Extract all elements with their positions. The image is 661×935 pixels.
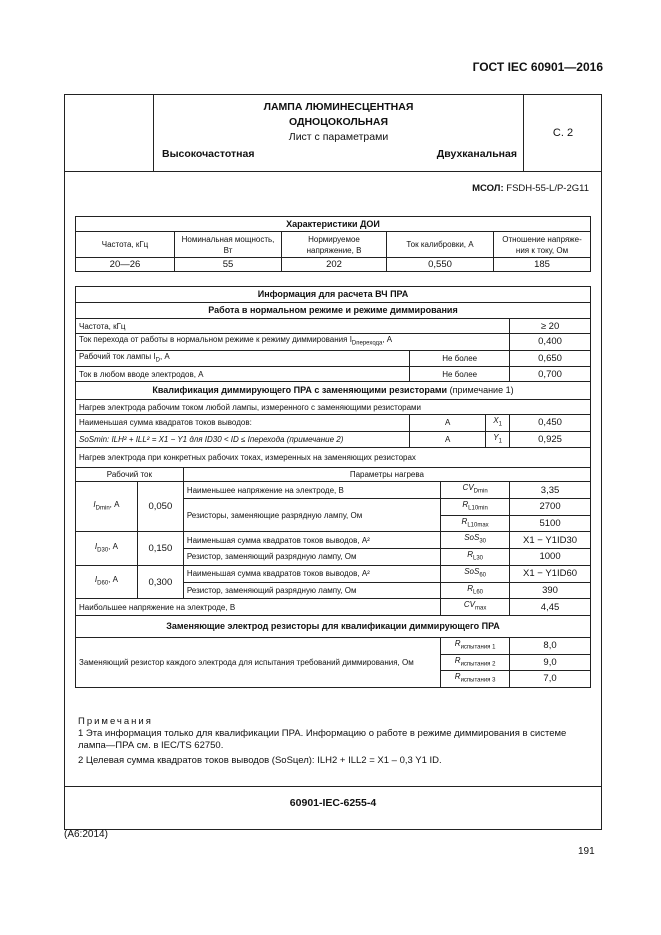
- param-label: Резистор, заменяющий разрядную лампу, Ом: [183, 582, 440, 599]
- param-symbol: $CV_{Dmin}$: [441, 482, 510, 499]
- replace-value: 9,0: [510, 654, 591, 671]
- header-line2: ОДНОЦОКОЛЬНАЯ: [288, 116, 389, 128]
- standard-title: ГОСТ IEC 60901—2016: [472, 60, 603, 74]
- sos-symbol: $Y_1$: [486, 431, 510, 448]
- doi-header: Нормируемое напряжение, В: [282, 232, 387, 258]
- replace-symbol: $R_{испытания 2}$: [441, 654, 510, 671]
- param-symbol: SoS$_{60}$: [441, 565, 510, 582]
- sos-value: 0,450: [510, 415, 591, 432]
- param-label: Наименьшая сумма квадратов токов выводов, А²: [183, 532, 440, 549]
- doi-header: Отношение напряже-ния к току, Ом: [494, 232, 591, 258]
- info-table: [75, 286, 591, 688]
- sheet-header: [65, 95, 601, 172]
- note-1: 1 Эта информация только для квалификации ПРА. Информацию о работе в режиме диммирования в системе лампа—ПРА см. в IEC/TS 62750.: [78, 728, 567, 751]
- sheet-code: 60901-IEC-6255-4: [289, 797, 377, 809]
- info-row-note: Не более: [410, 367, 510, 382]
- sos-unit: А: [410, 431, 486, 448]
- replace-value: 7,0: [510, 671, 591, 688]
- doi-value: 202: [282, 258, 387, 272]
- sos-unit: А: [410, 415, 486, 432]
- info-row-label: Частота, кГц: [76, 319, 510, 334]
- info-row-value: 0,650: [510, 350, 591, 367]
- replace-label: Заменяющий резистор каждого электрода для испытания требований диммирования, Ом: [76, 637, 441, 687]
- info-row-label: Ток перехода от работы в нормальном режиме к режиму диммирования $I_{Dперехода}$, А: [76, 334, 510, 351]
- param-symbol: $R_{L10max}$: [441, 515, 510, 532]
- note-2: 2 Целевая сумма квадратов токов выводов (SoSцел): ILH2 + ILL2 = X1 – 0,3 Y1 ID.: [78, 755, 442, 766]
- header-left-label: Высокочастотная: [162, 148, 255, 160]
- param-label: Наименьшая сумма квадратов токов выводов, А²: [183, 565, 440, 582]
- current-value: 0,150: [137, 532, 183, 566]
- param-value: 3,35: [510, 482, 591, 499]
- param-symbol: $R_{L10min}$: [441, 498, 510, 515]
- param-label: Наименьшее напряжение на электроде, В: [183, 482, 440, 499]
- info-row-value: 0,700: [510, 367, 591, 382]
- sos-formula: SoSmin: ILH² + ILL² = X1 − Y1 для ID30 < ID ≤ Iперехода (примечание 2): [76, 431, 410, 448]
- replace-value: 8,0: [510, 637, 591, 654]
- doi-value: 20—26: [76, 258, 175, 272]
- replace-symbol: $R_{испытания 3}$: [441, 671, 510, 688]
- col-params-header: Параметры нагрева: [183, 468, 590, 482]
- param-value: X1 − Y1ID30: [510, 532, 591, 549]
- param-value: 390: [510, 582, 591, 599]
- param-value: X1 − Y1ID60: [510, 565, 591, 582]
- header-line3: Лист с параметрами: [288, 131, 389, 143]
- replace-symbol: $R_{испытания 1}$: [441, 637, 510, 654]
- doi-header: Номинальная мощность, Вт: [175, 232, 282, 258]
- notes-heading: Примечания: [78, 716, 153, 727]
- header-page: С. 2: [523, 95, 602, 171]
- current-label: $I_{Dmin}$, А: [76, 482, 138, 532]
- doi-table: [75, 216, 591, 272]
- amendment-ref: (A6:2014): [64, 829, 108, 840]
- info-row-label: Ток в любом вводе электродов, А: [76, 367, 410, 382]
- max-voltage-label: Наибольшее напряжение на электроде, В: [76, 599, 441, 616]
- sos-value: 0,925: [510, 431, 591, 448]
- doi-header: Частота, кГц: [76, 232, 175, 258]
- qual-heat1: Нагрев электрода рабочим током любой лампы, измеренного с заменяющими резисторами: [76, 400, 591, 415]
- current-label: $I_{D60}$, А: [76, 565, 138, 599]
- param-symbol: SoS$_{30}$: [441, 532, 510, 549]
- current-value: 0,300: [137, 565, 183, 599]
- sos-symbol: $X_1$: [486, 415, 510, 432]
- info-row-value: 0,400: [510, 334, 591, 351]
- doi-header: Ток калибровки, А: [387, 232, 494, 258]
- col-current-header: Рабочий ток: [76, 468, 184, 482]
- doi-value: 185: [494, 258, 591, 272]
- replace-title: Заменяющие электрод резисторы для квалификации диммирующего ПРА: [76, 615, 591, 637]
- info-title: Информация для расчета ВЧ ПРА: [76, 287, 591, 303]
- param-symbol: $R_{L60}$: [441, 582, 510, 599]
- header-right-label: Двухканальная: [436, 148, 517, 160]
- doi-value: 0,550: [387, 258, 494, 272]
- current-value: 0,050: [137, 482, 183, 532]
- info-row-value: ≥ 20: [510, 319, 591, 334]
- footer-divider: [64, 786, 602, 787]
- qual-title: Квалификация диммирующего ПРА с заменяющими резисторами (примечание 1): [76, 382, 591, 400]
- info-row-note: Не более: [410, 350, 510, 367]
- param-label: Резистор, заменяющий разрядную лампу, Ом: [183, 549, 440, 566]
- param-value: 2700: [510, 498, 591, 515]
- param-value: 5100: [510, 515, 591, 532]
- param-label: Резисторы, заменяющие разрядную лампу, Ом: [183, 498, 440, 531]
- info-row-label: Рабочий ток лампы $I_D$, А: [76, 350, 410, 367]
- page-number: 191: [578, 846, 595, 857]
- sos-label: Наименьшая сумма квадратов токов выводов:: [76, 415, 410, 432]
- qual-heat2: Нагрев электрода при конкретных рабочих токах, измеренных на заменяющих резисторах: [76, 448, 591, 468]
- param-value: 1000: [510, 549, 591, 566]
- mcsol-code: МСОЛ: FSDH-55-L/P-2G11: [472, 183, 589, 194]
- info-subtitle: Работа в нормальном режиме и режиме диммирования: [76, 303, 591, 319]
- header-line1: ЛАМПА ЛЮМИНЕСЦЕНТНАЯ: [263, 101, 414, 113]
- param-symbol: $R_{L30}$: [441, 549, 510, 566]
- doi-title: Характеристики ДОИ: [76, 217, 591, 232]
- current-label: $I_{D30}$, А: [76, 532, 138, 566]
- notes: [78, 716, 588, 767]
- doi-value: 55: [175, 258, 282, 272]
- max-voltage-symbol: $CV_{max}$: [441, 599, 510, 616]
- max-voltage-value: 4,45: [510, 599, 591, 616]
